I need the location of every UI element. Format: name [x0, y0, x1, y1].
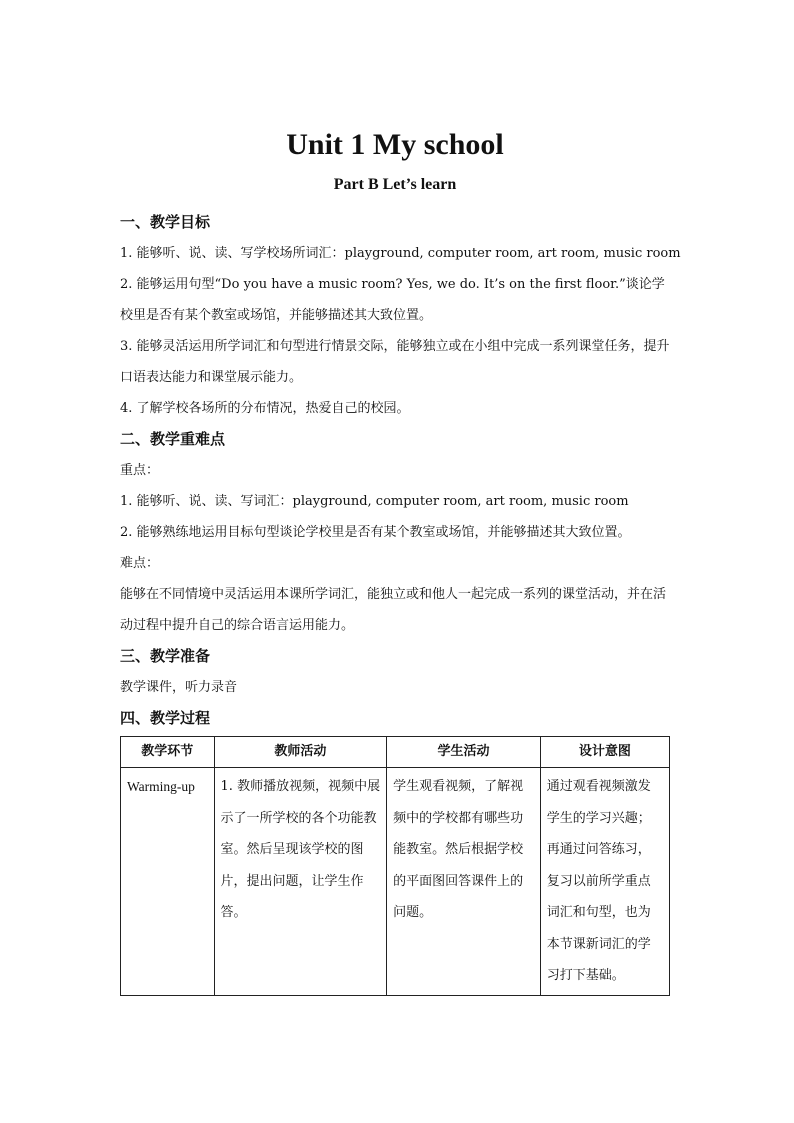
column-header: 教师活动 [214, 737, 387, 768]
goal-item: 3. 能够灵活运用所学词汇和句型进行情景交际，能够独立或在小组中完成一系列课堂任务，提升口语表达能力和课堂展示能力。 [120, 339, 670, 385]
table-row [121, 768, 670, 996]
design-intent-cell: 通过观看视频激发学生的学习兴趣；再通过问答练习，复习以前所学重点词汇和句型，也为本节课新词汇的学习打下基础。 [540, 768, 669, 996]
section-heading-process: 四、教学过程 [120, 709, 211, 727]
focus-item: 2. 能够熟练地运用目标句型谈论学校里是否有某个教室或场馆，并能够描述其大致位置。 [120, 525, 631, 540]
document-body [120, 207, 681, 734]
stage-cell: Warming-up [121, 768, 215, 996]
student-activity-cell: 学生观看视频，了解视频中的学校都有哪些功能教室。然后根据学校的平面图回答课件上的问题。 [387, 768, 541, 996]
preparation-text: 教学课件，听力录音 [120, 680, 238, 695]
goal-item: 1. 能够听、说、读、写学校场所词汇：playground, computer room, art room, music room [120, 246, 681, 261]
section-heading-key-points: 二、教学重难点 [120, 430, 226, 448]
section-heading-preparation: 三、教学准备 [120, 647, 211, 665]
difficulty-text: 能够在不同情境中灵活运用本课所学词汇，能独立或和他人一起完成一系列的课堂活动，并在活动过程中提升自己的综合语言运用能力。 [120, 587, 667, 633]
column-header: 设计意图 [540, 737, 669, 768]
column-header: 学生活动 [387, 737, 541, 768]
page-subtitle: Part B Let’s learn [333, 176, 457, 193]
page-title: Unit 1 My school [286, 128, 504, 161]
difficulty-label: 难点： [120, 556, 160, 571]
focus-item: 1. 能够听、说、读、写词汇：playground, computer room, art room, music room [120, 494, 629, 509]
focus-label: 重点： [120, 463, 160, 478]
goal-item: 4. 了解学校各场所的分布情况，热爱自己的校园。 [120, 401, 410, 416]
teacher-activity-cell: 1. 教师播放视频，视频中展示了一所学校的各个功能教室。然后呈现该学校的图片，提出问题，让学生作答。 [214, 768, 387, 996]
goal-item: 2. 能够运用句型“Do you have a music room? Yes, we do. It’s on the first floor.”谈论学校里是否有某个教室或场馆，并能够描述其大致位置。 [120, 277, 665, 323]
table-header-row [121, 737, 670, 768]
process-table [120, 736, 670, 996]
section-heading-goals: 一、教学目标 [120, 213, 211, 231]
column-header: 教学环节 [121, 737, 215, 768]
